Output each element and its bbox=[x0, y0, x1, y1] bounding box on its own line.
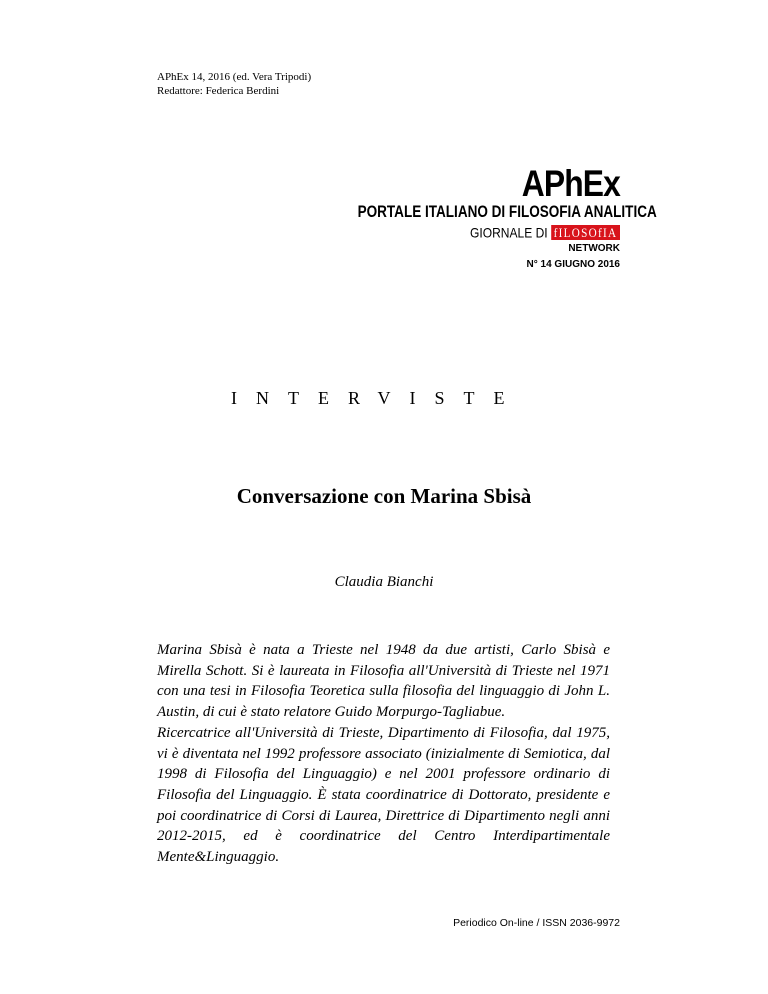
aphex-logo bbox=[300, 163, 657, 271]
journal-editor-line: Redattore: Federica Berdini bbox=[157, 85, 280, 97]
bio-paragraph-1: Marina Sbisà è nata a Trieste nel 1948 da due artisti, Carlo Sbisà e Mirella Schott. Si è laureata in Filosofia all'Università di Trieste nel 1971 con una tesi in Filosofia Teoretica sulla filosofia del linguaggio di John L. Austin, di cui è stato relatore Guido Morpurgo-Tagliabue. bbox=[157, 642, 610, 721]
journal-header bbox=[157, 70, 311, 98]
journal-issue-line: APhEx 14, 2016 (ed. Vera Tripodi) bbox=[157, 71, 312, 83]
logo-title: APhEx bbox=[521, 163, 620, 204]
page-footer: Periodico On-line / ISSN 2036-9972 bbox=[453, 917, 620, 929]
logo-network: NETWORK bbox=[568, 243, 620, 255]
logo-giornale-prefix: GIORNALE DI bbox=[470, 224, 548, 241]
logo-filosofia-badge: fILOSOfIA bbox=[551, 225, 620, 240]
article-title: Conversazione con Marina Sbisà bbox=[236, 484, 532, 508]
bio-paragraph-2: Ricercatrice all'Università di Trieste, Dipartimento di Filosofia, dal 1975, vi è diventata nel 1992 professore associato (inizialmente di Semiotica, dal 1998 di Filosofia del Linguaggio) e nel 2001 professore ordinario di Filosofia del Linguaggio. È stata coordinatrice di Dottorato, presidente e poi coordinatrice di Corsi di Laurea, Direttrice di Dipartimento negli anni 2012-2015, ed è coordinatrice del Centro Interdipartimentale Mente&Linguaggio. bbox=[157, 724, 610, 866]
article-author: Claudia Bianchi bbox=[334, 574, 434, 590]
logo-subtitle: PORTALE ITALIANO DI FILOSOFIA ANALITICA bbox=[357, 203, 657, 221]
logo-giornale bbox=[345, 223, 620, 240]
logo-issue: N° 14 GIUGNO 2016 bbox=[526, 259, 620, 271]
author-bio bbox=[157, 640, 610, 868]
section-label: INTERVISTE bbox=[231, 388, 524, 408]
